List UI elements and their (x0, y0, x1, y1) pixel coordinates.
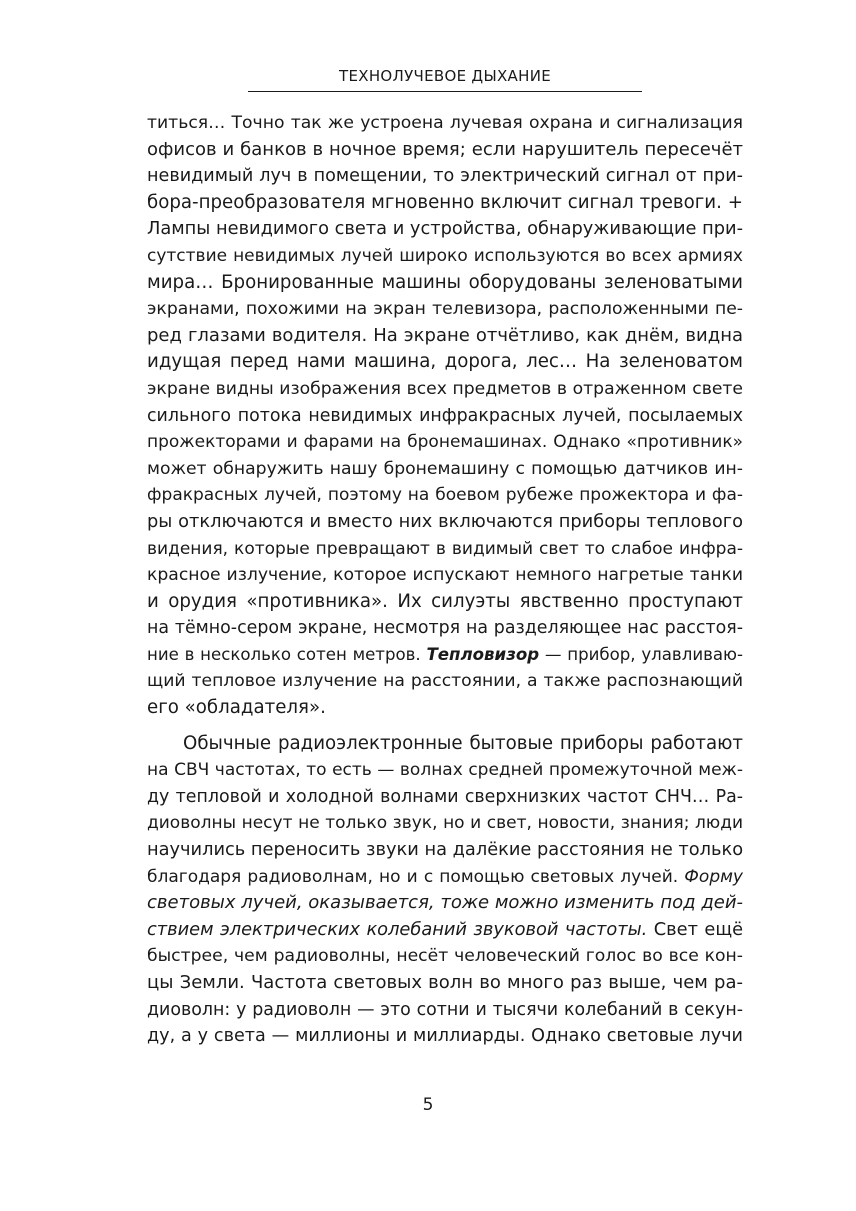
text-line (147, 864, 743, 891)
text-line: офисов и банков в ночное время; если нарушитель пересечёт (147, 138, 743, 160)
text-line: титься… Точно так же устроена лучевая охрана и сигнализация (147, 113, 743, 133)
text-line: бора-преобразователя мгновенно включит сигнал тревоги. + (147, 191, 743, 213)
text-line: сутствие невидимых лучей широко используются во всех армиях (147, 245, 743, 266)
text-line: прожекторами и фарами на бронемашинах. Однако «противник» (147, 432, 743, 453)
text-line: экранами, похожими на экран телевизора, расположенными пе- (147, 299, 743, 320)
text-line: диоволны несут не только звук, но и свет, новости, знания; люди (147, 813, 743, 834)
text-line: сильного потока невидимых инфракрасных лучей, посылаемых (147, 405, 743, 426)
text-line-first: Обычные радиоэлектронные бытовые приборы работают (183, 732, 743, 754)
text-line: быстрее, чем радиоволны, несёт человеческий голос во все кон- (147, 946, 743, 967)
text-line (147, 642, 743, 669)
running-head: ТЕХНОЛУЧЕВОЕ ДЫХАНИЕ (339, 67, 551, 85)
text-line: на СВЧ частотах, то есть — волнах средней промежуточной меж- (147, 760, 743, 781)
term-teplovizor: Тепловизор (426, 644, 540, 664)
text-line: ду тепловой и холодной волнами сверхнизких частот СНЧ… Ра- (147, 786, 743, 807)
text-line: невидимый луч в помещении, то электрический сигнал от при- (147, 166, 743, 187)
text-run: Свет ещё (647, 918, 743, 940)
italic-emphasis: ствием электрических колебаний звуковой частоты. (147, 918, 648, 940)
text-run: благодаря радиоволнам, но и с помощью световых лучей. (147, 866, 685, 887)
text-line: красное излучение, которое испускают немного нагретые танки (147, 565, 743, 586)
text-line (147, 917, 743, 944)
italic-line: световых лучей, оказывается, тоже можно изменить под дей- (147, 892, 743, 914)
paragraph-spacing (147, 722, 743, 731)
text-line: идущая перед нами машина, дорога, лес… На зеленоватом (147, 351, 743, 373)
italic-emphasis: Форму (684, 866, 743, 887)
text-line: на тёмно-сером экране, несмотря на разделяющее нас расстоя- (147, 618, 743, 639)
text-run: ние в несколько сотен метров. (147, 644, 427, 664)
text-line: ду, а у света — миллионы и миллиарды. Однако световые лучи (147, 1026, 743, 1047)
text-line: экране видны изображения всех предметов в отраженном свете (147, 378, 743, 399)
text-line: научились переносить звуки на далёкие расстояния не только (147, 839, 743, 861)
paragraph-1 (147, 110, 743, 722)
body-text (147, 110, 743, 1050)
text-line: видения, которые превращают в видимый свет то слабое инфра- (147, 538, 743, 559)
text-line: ред глазами водителя. На экране отчётливо, как днём, видна (147, 324, 743, 346)
paragraph-2 (147, 731, 743, 1050)
text-line: диоволн: у радиоволн — это сотни и тысячи колебаний в секун- (147, 999, 743, 1020)
page-number: 5 (422, 1095, 434, 1115)
text-line: может обнаружить нашу бронемашину с помощью датчиков ин- (147, 458, 743, 479)
text-run: — прибор, улавливаю- (539, 644, 743, 664)
text-line: фракрасных лучей, поэтому на боевом рубеже прожектора и фа- (147, 485, 743, 506)
text-line: цы Земли. Частота световых волн во много раз выше, чем ра- (147, 972, 743, 993)
text-line: мира… Бронированные машины оборудованы зеленоватыми (147, 271, 743, 293)
text-line-last: его «обладателя». (147, 697, 326, 719)
text-line: и орудия «противника». Их силуэты явственно проступают (147, 590, 743, 612)
text-line: Лампы невидимого света и устройства, обнаруживающие при- (147, 218, 743, 240)
text-line: ры отключаются и вместо них включаются приборы теплового (147, 510, 743, 532)
header-rule (248, 91, 642, 92)
text-line: щий тепловое излучение на расстоянии, а также распознающий (147, 671, 743, 692)
